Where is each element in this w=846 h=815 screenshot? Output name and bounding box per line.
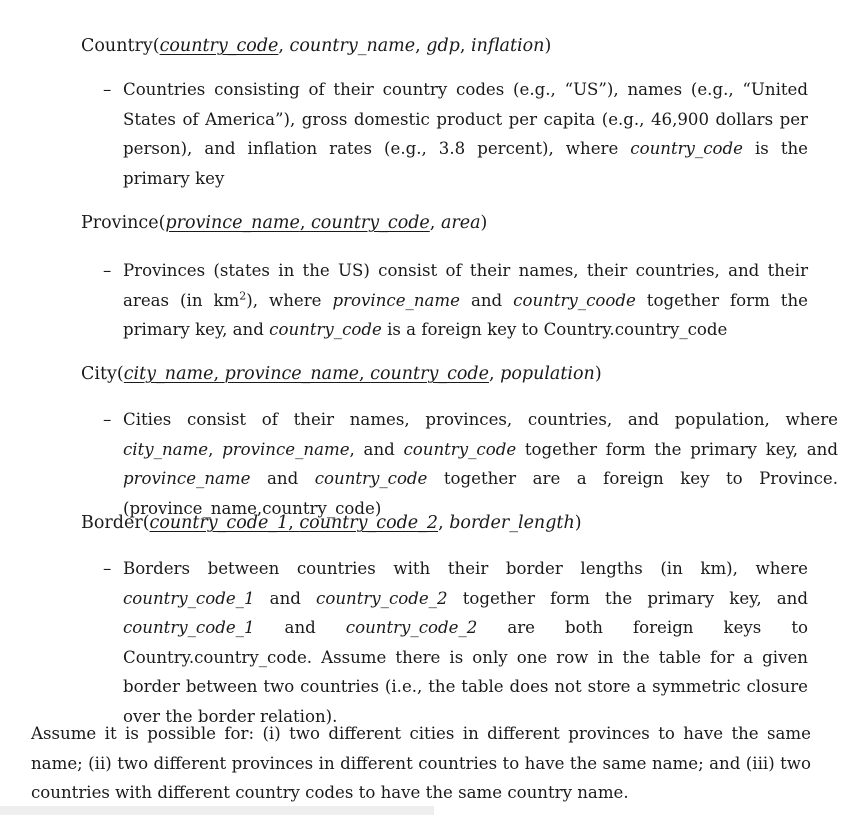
attr-province-name: province_name <box>224 364 360 384</box>
text-run: is the primary key <box>123 139 808 188</box>
text-run: together form the primary key, and <box>516 439 838 459</box>
list-dash: – <box>103 80 112 99</box>
text-run: Provinces (states in the US) consist of their names, their countries, and their areas (in km <box>123 261 808 310</box>
comma: , <box>415 36 427 56</box>
list-dash: – <box>103 261 112 280</box>
attr-country-code: country_code <box>159 36 279 56</box>
paren: ) <box>574 513 582 533</box>
paren: ( <box>158 213 166 233</box>
paren: ) <box>594 364 602 384</box>
pk-underline <box>124 364 489 384</box>
comma: , <box>299 213 311 233</box>
pk-underline <box>150 513 439 533</box>
attr-population: population <box>500 364 595 384</box>
text-run: Borders between countries with their border lengths (in km), where <box>123 559 808 578</box>
description-text <box>123 554 808 731</box>
city-relation-heading <box>81 362 602 386</box>
border-description <box>103 554 808 731</box>
text-run: and <box>250 469 315 488</box>
comma: , <box>278 36 290 56</box>
attr-city-name: city_name <box>123 364 214 384</box>
comma: , <box>288 513 300 533</box>
italic-attr: country_code_2 <box>345 618 478 637</box>
attr-inflation: inflation <box>471 36 545 56</box>
footer-strip <box>0 806 434 815</box>
pk-underline <box>165 213 429 233</box>
paren: ( <box>152 36 160 56</box>
paren: ( <box>116 364 124 384</box>
paren: ( <box>142 513 150 533</box>
city-description <box>103 405 838 523</box>
italic-attr: country_code <box>269 320 382 339</box>
italic-attr: country_code <box>403 439 517 459</box>
list-dash: – <box>103 559 112 578</box>
relation-name: Country <box>81 36 153 56</box>
assumption-paragraph: Assume it is possible for: (i) two different cities in different provinces to have the same name; (ii) two different provinces in different countries to have the same name; and (iii) two countries with different country codes to have the same country name. <box>31 724 811 802</box>
attr-country-name: country_name <box>289 36 416 56</box>
comma: , <box>488 364 501 384</box>
text-run: and <box>459 290 514 310</box>
list-dash: – <box>103 410 112 429</box>
province-description <box>103 256 808 345</box>
comma: , <box>438 513 450 533</box>
description-text <box>123 405 838 523</box>
country-description <box>103 75 808 193</box>
attr-gdp: gdp <box>426 36 460 56</box>
text-run: Cities consist of their names, provinces, countries, and population, where <box>123 410 838 429</box>
province-relation-heading <box>81 211 487 235</box>
text-run: , and <box>349 439 404 459</box>
italic-attr: country_coode <box>513 290 636 310</box>
italic-attr: country_code <box>314 469 428 488</box>
description-text <box>123 75 808 193</box>
relation-name: City <box>81 364 117 384</box>
border-relation-heading <box>81 511 582 535</box>
text-run: ), where <box>246 290 333 310</box>
relation-name: Border <box>81 513 143 533</box>
comma: , <box>429 213 441 233</box>
attr-country-code: country_code <box>370 364 489 384</box>
attr-country-code: country_code <box>310 213 430 233</box>
relation-name: Province <box>81 213 159 233</box>
text-run: together form the primary key, and <box>447 588 808 608</box>
comma: , <box>359 364 371 384</box>
comma: , <box>459 36 472 56</box>
attr-country-code-1: country_code_1 <box>149 513 289 533</box>
comma: , <box>213 364 225 384</box>
italic-attr: province_name <box>123 469 251 488</box>
italic-attr: country_code_2 <box>316 588 448 608</box>
attr-country-code-2: country_code_2 <box>299 513 439 533</box>
italic-attr: province_name <box>222 439 350 459</box>
text-run: together are a foreign key to Province.(province_name,country_code) <box>123 469 838 518</box>
italic-attr: city_name <box>123 439 209 459</box>
italic-attr: country_code <box>630 139 743 158</box>
text-run: together form the primary key, and <box>123 290 808 339</box>
pk-underline <box>160 36 279 56</box>
text-run: is a foreign key to Country.country_code <box>381 320 728 339</box>
description-text <box>123 256 808 345</box>
italic-attr: country_code_1 <box>123 618 255 637</box>
paren: ) <box>480 213 488 233</box>
superscript: 2 <box>239 288 247 302</box>
text-run: and <box>254 588 317 608</box>
attr-border-length: border_length <box>449 513 575 533</box>
text-run: , <box>208 439 223 459</box>
attr-area: area <box>440 213 481 233</box>
text-run: Countries consisting of their country codes (e.g., “US”), names (e.g., “United States of America”), gross domestic product per capita (e.g., 46,900 dollars per person), and inflation rates (e.g., 3.8 percent), where <box>123 80 808 158</box>
country-relation-heading <box>81 34 551 58</box>
text-run: and <box>254 618 346 637</box>
italic-attr: province_name <box>332 290 460 310</box>
italic-attr: country_code_1 <box>123 588 255 608</box>
attr-province-name: province_name <box>165 213 300 233</box>
paren: ) <box>544 36 552 56</box>
text-run: are both foreign keys to Country.country_code. Assume there is only one row in the table for a given border between two countries (i.e., the table does not store a symmetric closure over the border relation). <box>123 618 808 726</box>
